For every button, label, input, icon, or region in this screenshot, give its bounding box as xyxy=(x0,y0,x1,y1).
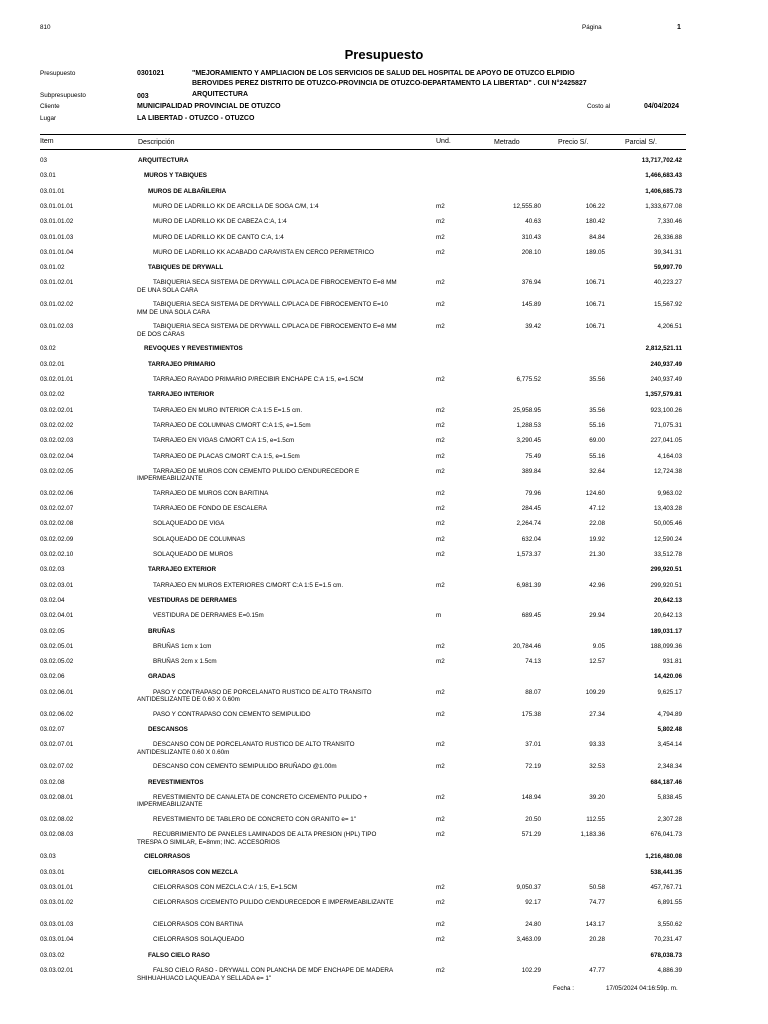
row-parcial: 71,075.31 xyxy=(653,421,682,429)
row-precio: 9.05 xyxy=(592,642,605,650)
row-parcial: 1,466,683.43 xyxy=(645,172,682,180)
row-description: ARQUITECTURA xyxy=(138,157,189,164)
row-description: TARRAJEO INTERIOR xyxy=(148,391,215,399)
row-precio: 55.16 xyxy=(589,421,605,429)
row-metrado: 689.45 xyxy=(521,612,541,620)
row-description: TARRAJEO DE FONDO DE ESCALERA xyxy=(153,505,267,513)
row-description: MURO DE LADRILLO KK DE CABEZA C:A, 1:4 xyxy=(153,218,287,226)
row-unit: m2 xyxy=(436,323,445,331)
row-unit: m2 xyxy=(436,831,445,839)
row-description: TARRAJEO DE MUROS CON CEMENTO PULIDO C/ENDURECEDOR E IMPERMEABILIZANTE xyxy=(137,467,360,483)
row-item-code: 03.02.04.01 xyxy=(40,612,74,620)
row-description: CIELORRASOS SOLAQUEADO xyxy=(153,936,245,944)
row-parcial: 5,838.45 xyxy=(657,793,682,801)
row-parcial: 12,590.24 xyxy=(653,535,682,543)
row-parcial: 2,307.28 xyxy=(657,815,682,823)
row-parcial: 1,406,685.73 xyxy=(645,187,682,195)
row-parcial: 1,333,677.08 xyxy=(645,202,682,210)
row-unit: m2 xyxy=(436,248,445,256)
row-precio: 112.55 xyxy=(586,815,605,823)
col-precio: Precio S/. xyxy=(558,139,589,146)
row-metrado: 6,981.39 xyxy=(516,581,541,589)
row-precio: 47.77 xyxy=(589,967,605,974)
row-unit: m2 xyxy=(436,467,445,475)
row-description: TARRAJEO RAYADO PRIMARIO P/RECIBIR ENCHAPE C:A 1:5, e=1.5CM xyxy=(153,376,364,383)
row-metrado: 3,290.45 xyxy=(516,437,541,445)
row-parcial: 299,920.51 xyxy=(650,581,682,589)
row-description: FALSO CIELO RASO - DRYWALL CON PLANCHA DE MDF ENCHAPE DE MADERA SHIHUAHUACO LAQUEADA Y SELLADA e= 1" xyxy=(137,967,393,982)
row-precio: 50.58 xyxy=(589,883,605,891)
row-precio: 29.94 xyxy=(589,612,605,620)
row-description: REVESTIMIENTOS xyxy=(148,778,204,786)
row-parcial: 4,206.51 xyxy=(657,323,682,331)
row-description: CIELORRASOS xyxy=(144,853,191,861)
row-description: TARRAJEO EN MURO INTERIOR C:A 1:5 E=1.5 cm. xyxy=(153,406,303,414)
row-description: REVESTIMIENTO DE CANALETA DE CONCRETO C/CEMENTO PULIDO + IMPERMEABILIZANTE xyxy=(137,793,368,809)
row-description: DESCANSOS xyxy=(148,726,188,733)
col-descripcion: Descripción xyxy=(138,139,175,146)
row-precio: 21.30 xyxy=(589,551,605,558)
row-parcial: 2,348.34 xyxy=(657,763,682,771)
row-description: SOLAQUEADO DE MUROS xyxy=(153,551,233,558)
row-parcial: 15,567.92 xyxy=(653,301,682,309)
row-description: SOLAQUEADO DE VIGA xyxy=(153,520,225,528)
row-parcial: 240,937.49 xyxy=(650,360,682,368)
row-description: MUROS Y TABIQUES xyxy=(144,172,207,180)
row-precio: 1,183.36 xyxy=(580,831,605,839)
row-item-code: 03.03.02 xyxy=(40,951,65,959)
row-parcial: 33,512.78 xyxy=(653,551,682,558)
row-item-code: 03.02.03.01 xyxy=(40,581,74,589)
row-unit: m2 xyxy=(436,741,445,749)
row-metrado: 12,555.80 xyxy=(512,202,541,210)
row-item-code: 03.01.01 xyxy=(40,187,65,195)
row-item-code: 03.02.02.01 xyxy=(40,406,74,414)
row-metrado: 208.10 xyxy=(521,248,541,256)
col-item: Item xyxy=(40,138,54,145)
page-label: Página xyxy=(582,24,602,31)
row-item-code: 03 xyxy=(40,157,48,164)
row-parcial: 4,794.89 xyxy=(657,710,682,718)
row-parcial: 39,341.31 xyxy=(653,248,682,256)
page-title: Presupuesto xyxy=(344,47,424,62)
row-item-code: 03.02.02.03 xyxy=(40,437,74,445)
row-unit: m2 xyxy=(436,421,445,429)
row-item-code: 03.02.07.02 xyxy=(40,763,74,771)
row-precio: 106.22 xyxy=(585,202,605,210)
row-unit: m2 xyxy=(436,688,445,696)
presupuesto-label: Presupuesto xyxy=(40,70,76,77)
row-parcial: 20,642.13 xyxy=(653,596,682,604)
row-parcial: 227,041.05 xyxy=(650,437,682,445)
row-description: TABIQUERIA SECA SISTEMA DE DRYWALL C/PLACA DE FIBROCEMENTO E=8 MM DE DOS CARAS xyxy=(137,323,397,338)
costo-label: Costo al xyxy=(587,103,611,110)
row-description: TARRAJEO DE PLACAS C/MORT C:A 1:5, e=1.5cm xyxy=(153,452,300,460)
row-metrado: 74.13 xyxy=(525,658,541,666)
row-item-code: 03.02.02.07 xyxy=(40,505,74,513)
row-description: REVESTIMIENTO DE TABLERO DE CONCRETO CON GRANITO e= 1" xyxy=(153,815,357,823)
row-description: RECUBRIMIENTO DE PANELES LAMINADOS DE ALTA PRESION (HPL) TIPO TRESPA O SIMILAR, E=8mm; INC. ACCESORIOS xyxy=(137,831,377,846)
cliente-value: MUNICIPALIDAD PROVINCIAL DE OTUZCO xyxy=(137,103,281,110)
cliente-label: Cliente xyxy=(40,103,60,110)
row-precio: 20.28 xyxy=(589,936,605,944)
row-parcial: 9,963.02 xyxy=(657,489,682,497)
row-metrado: 571.29 xyxy=(521,831,541,839)
row-unit: m2 xyxy=(436,452,445,460)
row-item-code: 03.02.02.10 xyxy=(40,551,74,558)
subpresupuesto-code: 003 xyxy=(137,93,149,100)
row-precio: 124.60 xyxy=(585,489,605,497)
row-item-code: 03.02.05.02 xyxy=(40,658,74,666)
row-parcial: 4,164.03 xyxy=(657,452,682,460)
row-precio: 35.56 xyxy=(589,376,605,383)
row-description: MUROS DE ALBAÑILERIA xyxy=(148,187,227,195)
row-parcial: 59,997.70 xyxy=(653,264,682,272)
row-description: MURO DE LADRILLO KK DE ARCILLA DE SOGA C/M, 1:4 xyxy=(153,202,319,210)
row-unit: m2 xyxy=(436,376,445,383)
row-description: TARRAJEO EXTERIOR xyxy=(148,566,217,574)
row-metrado: 2,264.74 xyxy=(516,520,541,528)
row-metrado: 72.19 xyxy=(525,763,541,771)
row-unit: m2 xyxy=(436,437,445,445)
row-precio: 93.33 xyxy=(589,741,605,749)
row-parcial: 3,550.62 xyxy=(657,921,682,929)
row-item-code: 03.02.05.01 xyxy=(40,642,74,650)
row-description: CIELORRASOS CON MEZCLA C:A / 1:5, E=1.5CM xyxy=(153,883,297,891)
row-description: TABIQUERIA SECA SISTEMA DE DRYWALL C/PLACA DE FIBROCEMENTO E=8 MM DE UNA SOLA CARA xyxy=(137,279,397,294)
row-unit: m2 xyxy=(436,406,445,414)
row-parcial: 1,216,480.08 xyxy=(645,853,682,861)
subpresupuesto-name: ARQUITECTURA xyxy=(192,91,248,98)
row-item-code: 03.01.02.01 xyxy=(40,279,74,287)
row-precio: 106.71 xyxy=(585,323,605,331)
row-item-code: 03.02.02.04 xyxy=(40,452,74,460)
row-item-code: 03.01.01.04 xyxy=(40,248,74,256)
row-unit: m2 xyxy=(436,505,445,513)
row-metrado: 37.01 xyxy=(525,741,541,749)
row-parcial: 12,724.38 xyxy=(653,467,682,475)
row-description: CIELORRASOS CON BARTINA xyxy=(153,921,244,929)
row-precio: 189.05 xyxy=(585,248,605,256)
row-item-code: 03.02.07.01 xyxy=(40,741,74,749)
col-und: Und. xyxy=(436,138,451,145)
row-precio: 109.29 xyxy=(585,688,605,696)
row-description: CIELORRASOS C/CEMENTO PULIDO C/ENDURECEDOR E IMPERMEABILIZANTE xyxy=(153,899,394,907)
row-item-code: 03.01.01.03 xyxy=(40,233,74,241)
row-unit: m xyxy=(436,612,442,620)
row-item-code: 03.02.03 xyxy=(40,566,65,574)
row-unit: m2 xyxy=(436,642,445,650)
row-unit: m2 xyxy=(436,883,445,891)
presupuesto-code: 0301021 xyxy=(137,70,165,77)
row-metrado: 102.29 xyxy=(521,967,541,974)
row-parcial: 240,937.49 xyxy=(650,376,682,383)
row-metrado: 175.38 xyxy=(521,710,541,718)
row-item-code: 03.01.01.02 xyxy=(40,218,74,226)
row-precio: 12.57 xyxy=(589,658,605,666)
row-parcial: 9,625.17 xyxy=(657,688,682,696)
row-parcial: 40,223.27 xyxy=(653,279,682,287)
row-item-code: 03.03.01 xyxy=(40,868,65,876)
row-unit: m2 xyxy=(436,551,445,558)
row-item-code: 03.03.02.01 xyxy=(40,967,74,974)
row-item-code: 03.01.02 xyxy=(40,264,65,272)
row-description: TABIQUES DE DRYWALL xyxy=(148,264,224,272)
row-item-code: 03.02.02.08 xyxy=(40,520,74,528)
lugar-value: LA LIBERTAD - OTUZCO - OTUZCO xyxy=(137,115,255,122)
row-parcial: 6,891.55 xyxy=(657,899,682,907)
row-parcial: 3,454.14 xyxy=(657,741,682,749)
row-metrado: 632.04 xyxy=(521,535,541,543)
row-metrado: 148.94 xyxy=(521,793,541,801)
lugar-label: Lugar xyxy=(40,115,57,122)
row-item-code: 03.02.08.02 xyxy=(40,815,74,823)
row-parcial: 188,099.36 xyxy=(650,642,682,650)
presupuesto-text-line2: BEROVIDES PEREZ DISTRITO DE OTUZCO-PROVINCIA DE OTUZCO-DEPARTAMENTO LA LIBERTAD" . CUI N°2425827 xyxy=(192,80,587,87)
row-unit: m2 xyxy=(436,279,445,287)
row-description: BRUÑAS 2cm x 1.5cm xyxy=(153,658,217,666)
row-precio: 19.92 xyxy=(589,535,605,543)
row-metrado: 389.84 xyxy=(521,467,541,475)
row-description: BRUÑAS 1cm x 1cm xyxy=(153,642,212,650)
row-parcial: 299,920.51 xyxy=(650,566,682,574)
row-metrado: 25,958.95 xyxy=(512,406,541,414)
row-item-code: 03.02.01.01 xyxy=(40,376,74,383)
row-parcial: 678,038.73 xyxy=(650,951,682,959)
col-parcial: Parcial S/. xyxy=(625,139,657,146)
row-unit: m2 xyxy=(436,581,445,589)
row-parcial: 4,886.39 xyxy=(657,967,682,974)
row-precio: 42.96 xyxy=(589,581,605,589)
row-parcial: 457,767.71 xyxy=(650,883,682,891)
row-description: CIELORRASOS CON MEZCLA xyxy=(148,868,238,876)
row-item-code: 03.02.02.05 xyxy=(40,467,74,475)
row-unit: m2 xyxy=(436,489,445,497)
row-description: DESCANSO CON DE PORCELANATO RUSTICO DE ALTO TRANSITO ANTIDESLIZANTE 0.60 X 0.60m xyxy=(137,741,355,756)
row-item-code: 03.02.01 xyxy=(40,360,65,368)
row-metrado: 6,775.52 xyxy=(516,376,541,383)
row-parcial: 931.81 xyxy=(662,658,682,666)
row-description: BRUÑAS xyxy=(148,627,175,635)
row-metrado: 39.42 xyxy=(525,323,541,331)
row-parcial: 13,717,702.42 xyxy=(641,157,682,164)
row-precio: 180.42 xyxy=(585,218,605,226)
row-parcial: 50,005.46 xyxy=(653,520,682,528)
row-description: VESTIDURAS DE DERRAMES xyxy=(148,596,237,604)
row-unit: m2 xyxy=(436,218,445,226)
row-item-code: 03.02.06.01 xyxy=(40,688,74,696)
subpresupuesto-label: Subpresupuesto xyxy=(40,92,86,99)
row-item-code: 03.01 xyxy=(40,172,56,180)
row-item-code: 03.02.04 xyxy=(40,596,65,604)
row-unit: m2 xyxy=(436,793,445,801)
row-precio: 47.12 xyxy=(589,505,605,513)
row-precio: 35.56 xyxy=(589,406,605,414)
row-description: GRADAS xyxy=(148,673,176,681)
row-item-code: 03.02.02.06 xyxy=(40,489,74,497)
row-metrado: 310.43 xyxy=(521,233,541,241)
row-item-code: 03.01.01.01 xyxy=(40,202,74,210)
row-precio: 74.77 xyxy=(589,899,605,907)
row-parcial: 14,420.06 xyxy=(653,673,682,681)
row-parcial: 26,336.88 xyxy=(653,233,682,241)
row-item-code: 03.01.02.02 xyxy=(40,301,74,309)
row-item-code: 03.01.02.03 xyxy=(40,323,74,331)
row-metrado: 1,573.37 xyxy=(516,551,541,558)
row-parcial: 7,330.46 xyxy=(657,218,682,226)
row-metrado: 284.45 xyxy=(521,505,541,513)
row-metrado: 1,288.53 xyxy=(516,421,541,429)
row-unit: m2 xyxy=(436,535,445,543)
costo-date: 04/04/2024 xyxy=(644,103,680,110)
row-description: TARRAJEO EN MUROS EXTERIORES C/MORT C:A 1:5 E=1.5 cm. xyxy=(153,581,344,589)
row-item-code: 03.03.01.01 xyxy=(40,883,74,891)
row-item-code: 03.02.08.01 xyxy=(40,793,74,801)
row-precio: 106.71 xyxy=(585,279,605,287)
page-number: 1 xyxy=(677,24,681,31)
row-unit: m2 xyxy=(436,233,445,241)
row-parcial: 20,642.13 xyxy=(653,612,682,620)
row-precio: 69.00 xyxy=(589,437,605,445)
row-unit: m2 xyxy=(436,921,445,929)
row-item-code: 03.03.01.02 xyxy=(40,899,74,907)
row-metrado: 9,050.37 xyxy=(516,883,541,891)
row-parcial: 1,357,579.81 xyxy=(645,391,682,399)
row-parcial: 5,802.48 xyxy=(657,726,682,733)
row-description: TABIQUERIA SECA SISTEMA DE DRYWALL C/PLACA DE FIBROCEMENTO E=10 MM DE UNA SOLA CARA xyxy=(137,301,388,316)
row-item-code: 03.02.06 xyxy=(40,673,65,681)
row-unit: m2 xyxy=(436,936,445,944)
row-description: SOLAQUEADO DE COLUMNAS xyxy=(153,535,246,543)
row-item-code: 03.03 xyxy=(40,853,56,861)
row-item-code: 03.02.02.02 xyxy=(40,421,74,429)
row-parcial: 684,187.46 xyxy=(650,778,682,786)
row-item-code: 03.02.08.03 xyxy=(40,831,74,839)
row-metrado: 88.07 xyxy=(525,688,541,696)
fecha-label: Fecha : xyxy=(553,985,574,992)
row-parcial: 538,441.35 xyxy=(650,868,682,876)
row-precio: 143.17 xyxy=(585,921,605,929)
row-metrado: 145.89 xyxy=(521,301,541,309)
row-unit: m2 xyxy=(436,763,445,771)
row-item-code: 03.02.07 xyxy=(40,726,65,733)
row-parcial: 2,812,521.11 xyxy=(645,345,682,353)
row-metrado: 79.96 xyxy=(525,489,541,497)
row-metrado: 20,784.46 xyxy=(512,642,541,650)
row-unit: m2 xyxy=(436,202,445,210)
row-parcial: 676,041.73 xyxy=(650,831,682,839)
row-unit: m2 xyxy=(436,967,445,974)
row-parcial: 13,403.28 xyxy=(653,505,682,513)
row-precio: 32.53 xyxy=(589,763,605,771)
row-parcial: 923,100.26 xyxy=(650,406,682,414)
row-metrado: 376.94 xyxy=(521,279,541,287)
row-unit: m2 xyxy=(436,301,445,309)
row-item-code: 03.03.01.04 xyxy=(40,936,74,944)
row-item-code: 03.02.06.02 xyxy=(40,710,74,718)
row-description: TARRAJEO DE COLUMNAS C/MORT C:A 1:5, e=1.5cm xyxy=(153,421,311,429)
row-description: VESTIDURA DE DERRAMES E=0.15m xyxy=(153,612,264,620)
row-unit: m2 xyxy=(436,520,445,528)
row-item-code: 03.02 xyxy=(40,345,56,353)
row-metrado: 40.63 xyxy=(525,218,541,226)
row-metrado: 3,463.09 xyxy=(516,936,541,944)
row-description: MURO DE LADRILLO KK DE CANTO C:A, 1:4 xyxy=(153,233,284,241)
report-code: 810 xyxy=(40,24,51,31)
col-metrado: Metrado xyxy=(494,139,520,146)
row-item-code: 03.02.05 xyxy=(40,627,65,635)
row-unit: m2 xyxy=(436,658,445,666)
presupuesto-text-line1: "MEJORAMIENTO Y AMPLIACION DE LOS SERVICIOS DE SALUD DEL HOSPITAL DE APOYO DE OTUZCO ELPIDIO xyxy=(192,70,575,77)
row-description: TARRAJEO PRIMARIO xyxy=(148,360,216,368)
row-precio: 39.20 xyxy=(589,793,605,801)
row-metrado: 92.17 xyxy=(525,899,541,907)
row-item-code: 03.02.02.09 xyxy=(40,535,74,543)
row-precio: 84.84 xyxy=(589,233,605,241)
row-item-code: 03.02.02 xyxy=(40,391,65,399)
row-metrado: 24.80 xyxy=(525,921,541,929)
row-description: PASO Y CONTRAPASO CON CEMENTO SEMIPULIDO xyxy=(153,710,311,718)
row-precio: 32.64 xyxy=(589,467,605,475)
row-unit: m2 xyxy=(436,815,445,823)
row-description: TARRAJEO EN VIGAS C/MORT C:A 1:5, e=1.5cm xyxy=(153,437,295,445)
fecha-value: 17/05/2024 04:16:59p. m. xyxy=(606,985,678,992)
row-metrado: 75.49 xyxy=(525,452,541,460)
row-parcial: 189,031.17 xyxy=(650,627,682,635)
row-metrado: 20.50 xyxy=(525,815,541,823)
row-precio: 55.16 xyxy=(589,452,605,460)
row-precio: 22.08 xyxy=(589,520,605,528)
row-parcial: 70,231.47 xyxy=(653,936,682,944)
row-description: FALSO CIELO RASO xyxy=(148,951,210,959)
row-description: PASO Y CONTRAPASO DE PORCELANATO RUSTICO DE ALTO TRANSITO ANTIDESLIZANTE DE 0.60 X 0.60m xyxy=(137,688,372,704)
row-precio: 27.34 xyxy=(589,710,605,718)
row-description: TARRAJEO DE MUROS CON BARITINA xyxy=(153,489,269,497)
row-unit: m2 xyxy=(436,899,445,907)
row-precio: 106.71 xyxy=(585,301,605,309)
row-description: DESCANSO CON CEMENTO SEMIPULIDO BRUÑADO @1.00m xyxy=(153,763,337,771)
row-description: REVOQUES Y REVESTIMIENTOS xyxy=(144,345,243,353)
row-unit: m2 xyxy=(436,710,445,718)
row-item-code: 03.03.01.03 xyxy=(40,921,74,929)
row-item-code: 03.02.08 xyxy=(40,778,65,786)
row-description: MURO DE LADRILLO KK ACABADO CARAVISTA EN CERCO PERIMETRICO xyxy=(153,248,374,256)
